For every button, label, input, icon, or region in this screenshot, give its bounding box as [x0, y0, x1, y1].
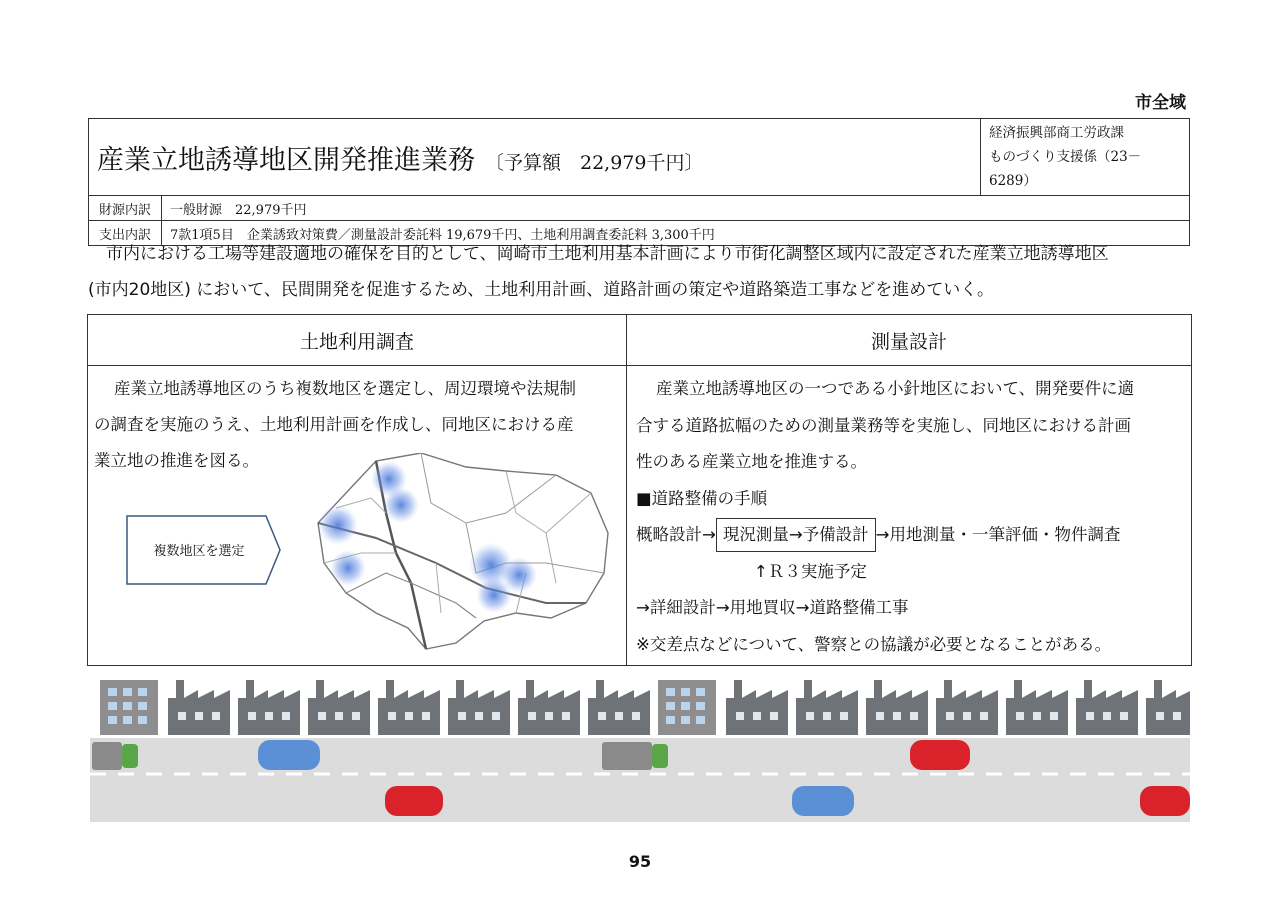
factory-building	[1006, 680, 1068, 735]
street-illustration	[90, 668, 1190, 823]
expense-value: 7款1項5目 企業誘致対策費／測量設計委託料 19,679千円、土地利用調査委託料 3,300千円	[162, 221, 1190, 246]
district-marker	[383, 487, 419, 523]
right-line-2: 合する道路拡幅のための測量業務等を実施し、同地区における計画	[636, 415, 1131, 435]
left-line-1: 産業立地誘導地区のうち複数地区を選定し、周辺環境や法規制	[114, 379, 576, 398]
expense-label: 支出内訳	[89, 221, 162, 246]
budget: 〔予算額 22,979千円〕	[485, 151, 704, 174]
page-number: 95	[628, 852, 652, 871]
right-body	[636, 371, 1186, 663]
office-building	[100, 680, 158, 735]
department: 経済振興部商工労政課	[989, 125, 1124, 141]
department-cell	[981, 119, 1190, 196]
factory-row	[100, 680, 1190, 735]
flow-pre: 概略設計→	[636, 525, 716, 544]
select-districts-label: 複数地区を選定	[153, 544, 245, 559]
blue-car	[792, 786, 854, 816]
factory-building	[1076, 680, 1138, 735]
factory-building	[1146, 680, 1190, 735]
red-car	[910, 740, 970, 770]
district-marker	[330, 550, 366, 586]
red-car	[385, 786, 443, 816]
factory-building	[168, 680, 230, 735]
factory-building	[936, 680, 998, 735]
intro-line-2: (市内20地区) において、民間開発を促進するため、土地利用計画、道路計画の策定や道路築造工事などを進めていく。	[88, 280, 994, 300]
city-map	[316, 453, 614, 653]
factory-building	[378, 680, 440, 735]
flow-post: →用地測量・一筆評価・物件調査	[875, 525, 1121, 544]
funding-label: 財源内訳	[89, 196, 162, 221]
truck	[602, 742, 668, 770]
page-title: 産業立地誘導地区開発推進業務	[97, 144, 475, 176]
flow-box: 現況測量→予備設計	[716, 518, 876, 552]
red-car	[1140, 786, 1190, 816]
right-line-1: 産業立地誘導地区の一つである小針地区において、開発要件に適	[656, 379, 1135, 398]
select-districts-arrow	[126, 515, 281, 585]
right-line-3: 性のある産業立地を推進する。	[636, 452, 867, 471]
office-building	[658, 680, 716, 735]
header-table	[88, 118, 1190, 246]
factory-building	[238, 680, 300, 735]
factory-building	[518, 680, 580, 735]
funding-value: 一般財源 22,979千円	[162, 196, 1190, 221]
left-line-2: の調査を実施のうえ、土地利用計画を作成し、同地区における産	[94, 415, 574, 434]
factory-building	[866, 680, 928, 735]
intro-text	[88, 236, 1192, 308]
content-grid	[87, 314, 1192, 666]
district-marker	[318, 505, 358, 545]
title-cell	[89, 119, 981, 196]
scope-label: 市全域	[1135, 93, 1186, 113]
column-divider	[626, 365, 627, 665]
factory-building	[308, 680, 370, 735]
right-heading: 測量設計	[627, 315, 1191, 366]
flow-continued: →詳細設計→用地買収→道路整備工事	[636, 598, 909, 617]
remark: ※交差点などについて、警察との協議が必要となることがある。	[636, 634, 1112, 654]
procedure-title: ■道路整備の手順	[636, 488, 768, 508]
intro-line-1: 市内における工場等建設適地の確保を目的として、岡崎市土地利用基本計画により市街化調整区域内に設定された産業立地誘導地区	[106, 244, 1109, 264]
district-marker	[476, 577, 512, 613]
truck	[92, 742, 138, 770]
left-line-3: 業立地の推進を図る。	[94, 451, 259, 470]
section-contact: ものづくり支援係（23－6289）	[989, 149, 1142, 189]
left-heading: 土地利用調査	[88, 315, 627, 366]
factory-building	[588, 680, 650, 735]
procedure-flow	[636, 517, 1186, 554]
factory-building	[796, 680, 858, 735]
factory-building	[448, 680, 510, 735]
blue-car	[258, 740, 320, 770]
flow-note: ↑Ｒ３実施予定	[754, 561, 867, 581]
factory-building	[726, 680, 788, 735]
